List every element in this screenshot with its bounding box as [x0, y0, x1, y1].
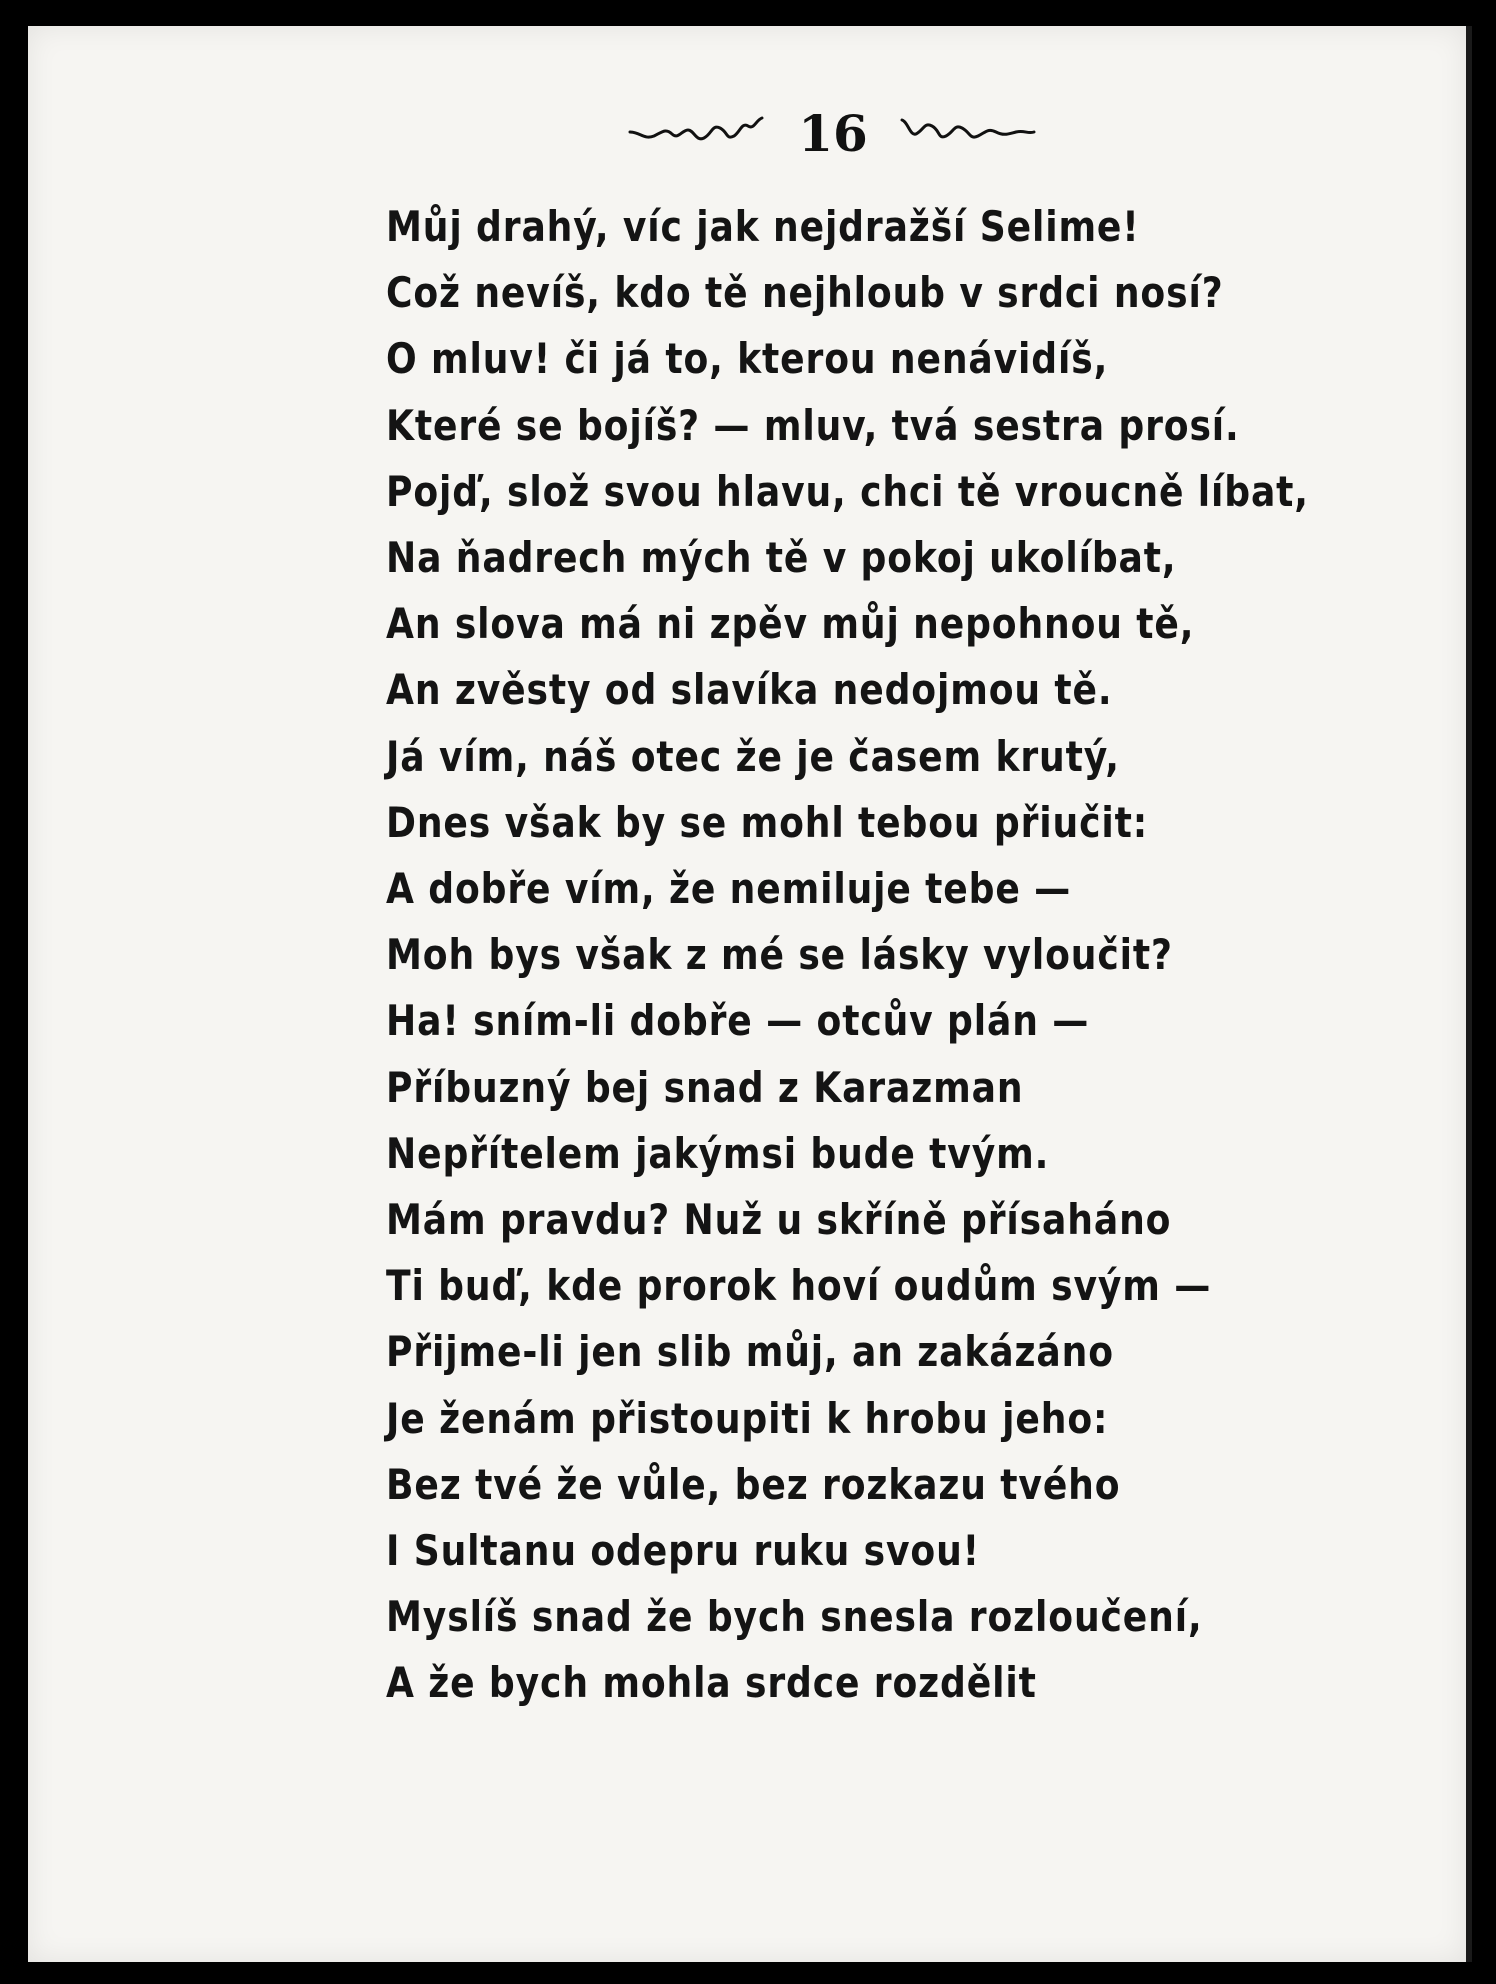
poem-line: Což nevíš, kdo tě nejhloub v srdci nosí? — [386, 268, 1224, 318]
page-number: 16 — [798, 104, 868, 163]
poem-line: A dobře vím, že nemiluje tebe — — [386, 864, 1072, 914]
book-page — [28, 26, 1472, 1962]
right-flourish-ornament — [898, 110, 1038, 150]
poem-line: An slova má ni zpěv můj nepohnou tě, — [386, 599, 1195, 649]
poem-line: A že bych mohla srdce rozdělit — [386, 1658, 1037, 1708]
poem-line: Dnes však by se mohl tebou přiučit: — [386, 797, 1149, 847]
poem-line: Moh bys však z mé se lásky vyloučit? — [386, 930, 1173, 980]
poem-line: O mluv! či já to, kterou nenávidíš, — [386, 334, 1109, 384]
poem-line: Nepřítelem jakýmsi bude tvým. — [386, 1128, 1050, 1178]
poem-line: Příbuzný bej snad z Karazman — [386, 1062, 1024, 1112]
poem-line: Přijme-li jen slib můj, an zakázáno — [386, 1327, 1114, 1377]
poem-line: Pojď, slož svou hlavu, chci tě vroucně líbat, — [386, 466, 1309, 516]
poem-line: I Sultanu odepru ruku svou! — [386, 1526, 981, 1576]
poem-line: An zvěsty od slavíka nedojmou tě. — [386, 665, 1113, 715]
poem-line: Můj drahý, víc jak nejdražší Selime! — [386, 202, 1140, 251]
poem-line: Bez tvé že vůle, bez rozkazu tvého — [386, 1459, 1121, 1509]
poem-line: Ha! sním-li dobře — otcův plán — — [386, 996, 1090, 1046]
poem-line: Mám pravdu? Nuž u skříně přísaháno — [386, 1195, 1172, 1245]
left-flourish-ornament — [628, 110, 768, 150]
poem-text — [386, 194, 1386, 1717]
poem-line: Je ženám přistoupiti k hrobu jeho: — [386, 1393, 1109, 1443]
poem-line: Na ňadrech mých tě v pokoj ukolíbat, — [386, 533, 1177, 583]
poem-line: Myslíš snad že bych snesla rozloučení, — [386, 1592, 1203, 1642]
page-header — [628, 98, 1048, 178]
scan-edge-strip — [1472, 0, 1496, 1984]
poem-line: Které se bojíš? — mluv, tvá sestra prosí. — [386, 400, 1240, 450]
poem-line: Já vím, náš otec že je časem krutý, — [386, 731, 1120, 781]
poem-line: Ti buď, kde prorok hoví oudům svým — — [386, 1261, 1212, 1311]
